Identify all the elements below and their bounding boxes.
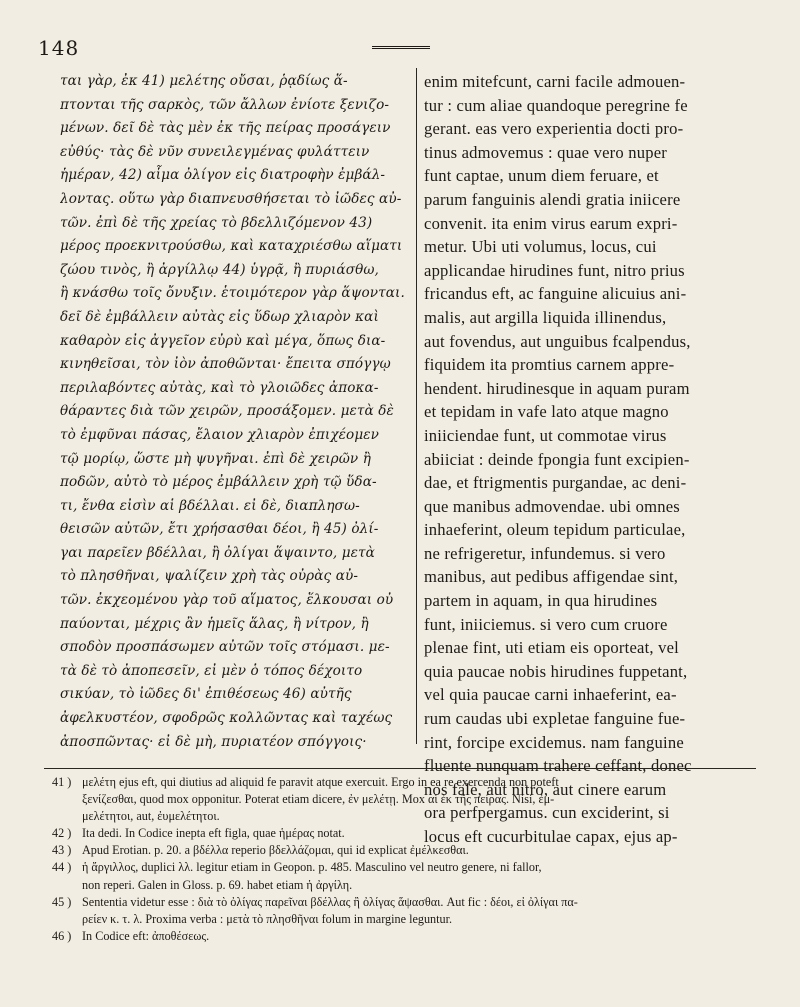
footnote-number: 44 )	[52, 860, 72, 875]
greek-text-line: λοντας. οὕτω γὰρ διαπνευσθήσεται τὸ ἰῶδες αὐ-	[60, 190, 402, 207]
footnote-number: 42 )	[52, 826, 72, 841]
footnote-text: Ita dedi. In Codice inepta eft figla, quae ἡμέρας notat.	[82, 826, 345, 841]
greek-text-line: ἡμέραν, 42) αἷμα ὀλίγον εἰς διατροφὴν ἐμβάλ-	[60, 167, 386, 184]
latin-text-line: enim mitefcunt, carni facile admouen-	[424, 72, 686, 91]
latin-text-line: iniiciendae funt, ut commotae virus	[424, 425, 667, 445]
footnote-line	[52, 877, 760, 894]
greek-text-line: πτονται τῆς σαρκὸς, τῶν ἄλλων ἐνίοτε ξενιζο-	[60, 96, 390, 113]
footnote-line	[52, 825, 760, 842]
footnote-line	[52, 808, 760, 825]
greek-text-line: θεισῶν αὐτῶν, ἔτι χρήσασθαι δέοι, ἢ 45) ὀλί-	[60, 521, 379, 538]
greek-text-line: θάραντες διὰ τῶν χειρῶν, προσάξομεν. μετὰ δὲ	[60, 403, 394, 420]
footnote-text: ἡ ἄργιλλος, duplici λλ. legitur etiam in Geopon. p. 485. Masculino vel neutro genere, ni fallor,	[82, 860, 542, 875]
footnote-text: In Codice eft: ἀποθέσεως.	[82, 928, 210, 943]
footnote-line	[52, 894, 760, 911]
footnote-text: ρείεν κ. τ. λ. Proxima verba : μετὰ τὸ πλησθῆναι folum in margine leguntur.	[82, 911, 453, 926]
latin-text-line: fiquidem ita promtius carnem appre-	[424, 355, 675, 375]
greek-text-line: τὸ ἐμφῦναι πάσας, ἔλαιον χλιαρὸν ἐπιχέομεν	[60, 426, 380, 443]
page-number: 148	[38, 36, 80, 60]
latin-text-line: malis, aut argilla liquida illinendus,	[424, 307, 667, 327]
footnote-line	[52, 911, 760, 928]
latin-text-line: nos fale, aut nitro, aut cinere earum	[424, 779, 667, 799]
latin-text-line: partem in aquam, in qua hirudines	[424, 591, 658, 611]
greek-text-line: τῷ μορίῳ, ὥστε μὴ ψυγῆναι. ἐπὶ δὲ χειρῶν ἢ	[60, 450, 371, 467]
footnotes-section	[52, 774, 760, 945]
latin-text-line: hendent. hirudinesque in aquam puram	[424, 378, 690, 398]
footnote-line	[52, 928, 760, 945]
greek-text-line: καθαρὸν εἰς ἀγγεῖον εὐρὺ καὶ μέγα, ὅπως δια-	[60, 332, 386, 349]
latin-text-line: rint, forcipe excidemus. nam fanguine	[424, 732, 684, 752]
latin-text-line: funt, iniiciemus. si vero cum cruore	[424, 614, 668, 634]
footnote-line	[52, 791, 760, 808]
greek-text-column	[60, 70, 410, 754]
latin-text-line: rum caudas ubi expletae fanguine fue-	[424, 709, 686, 729]
greek-text-line: γαι παρεῖεν βδέλλαι, ἢ ὀλίγαι ἅψαιντο, μετὰ	[60, 544, 375, 561]
greek-text-line: μένων. δεῖ δὲ τὰς μὲν ἐκ τῆς πείρας προσάγειν	[60, 120, 391, 137]
latin-text-line: fricandus eft, ac fanguine alicuius ani-	[424, 284, 687, 304]
greek-text-line: ζώου τινὸς, ἢ ἀργίλλῳ 44) ὑγρᾷ, ἢ πυριάσθω,	[60, 261, 379, 278]
latin-text-line: ne refrigeretur, infundemus. si vero	[424, 543, 666, 563]
greek-text-line: εὐθύς· τὰς δὲ νῦν συνειλεγμένας φυλάττειν	[60, 143, 370, 160]
footnote-text: Sententia videtur esse : διὰ τὸ ὀλίγας παρεῖναι βδέλλας ἢ ὀλίγας ἅψασθαι. Aut fic : δέοι, εἰ ὀλίγαι πα-	[82, 894, 578, 909]
latin-text-line: gerant. eas vero experientia docti pro-	[424, 119, 684, 139]
footnote-number: 45 )	[52, 894, 72, 909]
latin-text-line: ora perfpergamus. cun exciderint, si	[424, 803, 670, 823]
greek-text-line: τι, ἔνθα εἰσὶν αἱ βδέλλαι. εἰ δὲ, διαπλησω-	[60, 497, 360, 514]
greek-text-line: ται γὰρ, ἐκ 41) μελέτης οὔσαι, ῥᾳδίως ἅ-	[60, 73, 348, 89]
latin-text-line: inhaeferint, oleum tepidum particulae,	[424, 520, 686, 540]
greek-text-line: τῶν. ἐπὶ δὲ τῆς χρείας τὸ βδελλιζόμενον 43)	[60, 214, 373, 231]
latin-text-line: vel quia paucae carni inhaeferint, ea-	[424, 685, 677, 705]
greek-text-line: ἀφελκυστέον, σφοδρῶς κολλῶντας καὶ ταχέως	[60, 710, 393, 727]
latin-text-line: metur. Ubi uti volumus, locus, cui	[424, 237, 657, 257]
footnote-line	[52, 842, 760, 859]
footnote-separator	[44, 768, 756, 769]
latin-text-line: locus eft cucurbitulae capax, ejus ap-	[424, 827, 678, 846]
latin-text-line: tinus admovemus : quae vero nuper	[424, 142, 668, 162]
footnote-text: ξενίζεσθαι, quod mox opponitur. Poterat etiam dicere, ἐν μελέτῃ. Mox αἱ ἐκ τῆς πείρας. Nisi, ἐμ-	[82, 792, 555, 807]
footnote-line	[52, 859, 760, 876]
column-divider	[416, 68, 417, 744]
header-ornament-rule	[372, 46, 430, 49]
footnote-text: Apud Erotian. p. 20. a βδέλλα reperio βδελλάζομαι, qui id explicat ἐμέλκεσθαι.	[82, 843, 469, 858]
footnote-number: 41 )	[52, 775, 72, 789]
footnote-text: μελέτητοι, aut, ἐυμελέτητοι.	[82, 809, 220, 824]
latin-text-line: manibus, aut pedibus affigendae sint,	[424, 567, 679, 587]
latin-text-line: abiiciat : deinde fpongia funt excipien-	[424, 449, 690, 469]
latin-text-line: et tepidam in vafe lato atque magno	[424, 402, 669, 422]
greek-text-line: δεῖ δὲ ἐμβάλλειν αὐτὰς εἰς ὕδωρ χλιαρὸν καὶ	[60, 308, 379, 325]
footnote-number: 43 )	[52, 843, 72, 858]
greek-text-line: ἢ κνάσθω τοῖς ὄνυξιν. ἑτοιμότερον γὰρ ἅψονται.	[60, 285, 405, 302]
greek-text-line: σικύαν, τὸ ἰῶδες δι' ἐπιθέσεως 46) αὐτῆς	[60, 686, 352, 703]
latin-text-line: funt captae, unum diem feruare, et	[424, 166, 659, 186]
latin-text-line: plenae fint, uti etiam eis oporteat, vel	[424, 638, 679, 658]
greek-text-line: τὰ δὲ τὸ ἀποπεσεῖν, εἰ μὲν ὁ τόπος δέχοιτο	[60, 662, 363, 679]
greek-text-line: σποδὸν προσπάσωμεν αὐτῶν τοῖς στόμασι. με-	[60, 639, 390, 656]
latin-text-line: convenit. ita enim virus earum expri-	[424, 213, 678, 233]
greek-text-line: παύονται, μέχρις ἂν ἡμεῖς ἅλας, ἢ νίτρον, ἢ	[60, 615, 369, 632]
greek-text-line: κινηθεῖσαι, τὸν ἰὸν ἀποθῶνται· ἔπειτα σπόγγῳ	[60, 356, 391, 373]
footnote-text: μελέτη ejus eft, qui diutius ad aliquid fe paravit atque exercuit. Ergo in ea re exercenda non poteft	[82, 775, 559, 789]
latin-text-line: dae, et ftrigmentis purgandae, ac deni-	[424, 473, 687, 493]
greek-text-line: περιλαβόντες αὐτὰς, καὶ τὸ γλοιῶδες ἀποκα-	[60, 379, 379, 396]
footnote-text: non reperi. Galen in Gloss. p. 69. habet etiam ἡ ἀργίλη.	[82, 877, 353, 892]
greek-text-line: μέρος προεκνιτρούσθω, καὶ καταχριέσθω αἵματι	[60, 238, 403, 255]
greek-text-line: ἀποσπῶντας· εἰ δὲ μὴ, πυριατέον σπόγγοις·	[60, 733, 367, 750]
latin-text-line: applicandae hirudines funt, nitro prius	[424, 260, 685, 280]
latin-text-line: que manibus admovendae. ubi omnes	[424, 496, 680, 516]
footnote-number: 46 )	[52, 928, 72, 943]
latin-text-line: fluente nunquam trahere ceffant, donec	[424, 756, 692, 776]
latin-text-line: aut fovendus, aut unguibus fcalpendus,	[424, 331, 691, 351]
footnote-line	[52, 774, 760, 791]
latin-text-line: parum fanguinis alendi gratia iniicere	[424, 189, 681, 209]
latin-text-column	[424, 70, 759, 849]
greek-text-line: τῶν. ἐκχεομένου γὰρ τοῦ αἵματος, ἕλκουσαι οὐ	[60, 592, 394, 609]
latin-text-line: tur : cum aliae quandoque peregrine fe	[424, 95, 688, 115]
greek-text-line: ποδῶν, αὐτὸ τὸ μέρος ἐμβάλλειν χρὴ τῷ ὕδα-	[60, 474, 377, 491]
greek-text-line: τὸ πλησθῆναι, ψαλίζειν χρὴ τὰς οὐρὰς αὐ-	[60, 568, 359, 585]
latin-text-line: quia paucae nobis hirudines fuppetant,	[424, 661, 688, 681]
